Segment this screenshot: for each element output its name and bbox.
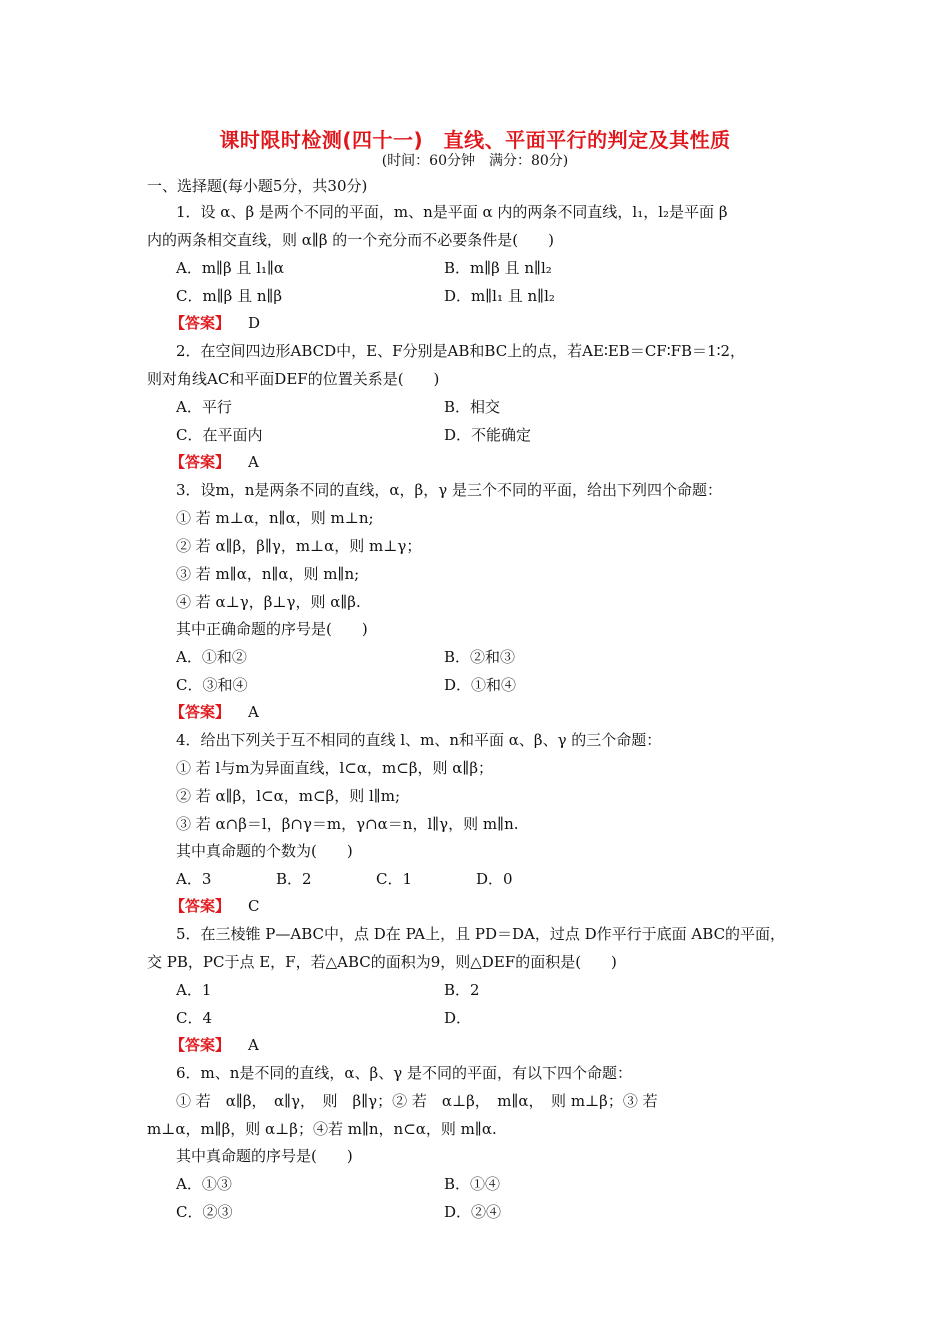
question-6-option-c: C．②③	[176, 1203, 233, 1221]
question-6-stem-1: 6．m、n是不同的直线，α、β、γ 是不同的平面，有以下四个命题：	[176, 1064, 632, 1082]
question-2-option-c: C．在平面内	[176, 426, 263, 444]
question-4-stem-5: 其中真命题的个数为( )	[176, 842, 353, 860]
question-5-option-d: D．	[444, 1009, 472, 1027]
question-1-stem-1: 1．设 α、β 是两个不同的平面，m、n是平面 α 内的两条不同直线，l₁，l₂是平面 β	[176, 203, 728, 221]
question-3-option-c: C．③和④	[176, 676, 248, 694]
question-6-stem-2: ① 若 α∥β， α∥γ， 则 β∥γ；② 若 α⊥β， m∥α， 则 m⊥β；③ 若	[176, 1092, 658, 1110]
question-4-answer	[170, 896, 260, 916]
question-3-stem-1: 3．设m，n是两条不同的直线，α，β，γ 是三个不同的平面，给出下列四个命题：	[176, 481, 722, 499]
question-4-option-b: B．2	[276, 870, 312, 888]
answer-value: A	[248, 453, 259, 471]
question-4-stem-3: ② 若 α∥β，l⊂α，m⊂β，则 l∥m;	[176, 787, 400, 805]
question-4-options	[176, 869, 576, 889]
question-2-option-a: A．平行	[176, 398, 232, 416]
answer-value: D	[248, 314, 261, 332]
question-3-option-b: B．②和③	[444, 648, 516, 666]
question-3-stem-6: 其中正确命题的序号是( )	[176, 620, 368, 638]
question-5-stem-1: 5．在三棱锥 P—ABC中，点 D在 PA上，且 PD＝DA，过点 D作平行于底面 ABC的平面，	[176, 925, 786, 943]
question-2-stem-1: 2．在空间四边形ABCD中，E、F分别是AB和BC上的点，若AE∶EB＝CF∶FB＝1∶2，	[176, 342, 746, 360]
question-2-option-d: D．不能确定	[444, 426, 532, 444]
page-subtitle: (时间：60分钟 满分：80分)	[381, 153, 569, 169]
answer-label: 【答案】	[170, 897, 231, 915]
question-6-stem-3: m⊥α，m∥β，则 α⊥β；④若 m∥n，n⊂α，则 m∥α.	[147, 1120, 497, 1138]
question-2-stem-2: 则对角线AC和平面DEF的位置关系是( )	[147, 370, 440, 388]
question-4-stem-2: ① 若 l与m为异面直线，l⊂α，m⊂β，则 α∥β；	[176, 759, 494, 777]
question-3-stem-5: ④ 若 α⊥γ，β⊥γ，则 α∥β.	[176, 593, 361, 611]
question-3-stem-4: ③ 若 m∥α，n∥α，则 m∥n;	[176, 565, 360, 583]
answer-label: 【答案】	[170, 703, 231, 721]
question-1-stem-2: 内的两条相交直线，则 α∥β 的一个充分而不必要条件是( )	[147, 231, 554, 249]
question-3-stem-2: ① 若 m⊥α，n∥α，则 m⊥n;	[176, 509, 374, 527]
question-3-answer	[170, 702, 259, 722]
question-4-option-a: A．3	[176, 870, 212, 888]
question-5-answer	[170, 1035, 259, 1055]
question-4-option-c: C．1	[376, 870, 413, 888]
question-5-stem-2: 交 PB，PC于点 E，F，若△ABC的面积为9，则△DEF的面积是( )	[147, 953, 617, 971]
question-1-option-a: A．m∥β 且 l₁∥α	[176, 259, 285, 277]
question-1-answer	[170, 313, 260, 333]
question-5-option-a: A．1	[176, 981, 212, 999]
answer-value: A	[248, 703, 259, 721]
page-title: 课时限时检测(四十一) 直线、平面平行的判定及其性质	[219, 128, 731, 152]
question-3-option-a: A．①和②	[176, 648, 247, 666]
question-1-option-b: B．m∥β 且 n∥l₂	[444, 259, 552, 277]
question-4-stem-1: 4．给出下列关于互不相同的直线 l、m、n和平面 α、β、γ 的三个命题：	[176, 731, 662, 749]
question-1-option-c: C．m∥β 且 n∥β	[176, 287, 283, 305]
question-5-option-b: B．2	[444, 981, 480, 999]
answer-value: A	[248, 1036, 259, 1054]
question-6-stem-4: 其中真命题的序号是( )	[176, 1147, 353, 1165]
question-3-stem-3: ② 若 α∥β，β∥γ，m⊥α，则 m⊥γ；	[176, 537, 422, 555]
answer-value: C	[248, 897, 260, 915]
answer-label: 【答案】	[170, 453, 231, 471]
question-4-stem-4: ③ 若 α∩β＝l，β∩γ＝m，γ∩α＝n，l∥γ，则 m∥n.	[176, 815, 519, 833]
answer-label: 【答案】	[170, 314, 231, 332]
question-2-answer	[170, 452, 259, 472]
question-4-option-d: D．0	[476, 870, 513, 888]
answer-label: 【答案】	[170, 1036, 231, 1054]
question-6-option-a: A．①③	[176, 1175, 232, 1193]
question-1-option-d: D．m∥l₁ 且 n∥l₂	[444, 287, 555, 305]
question-2-option-b: B．相交	[444, 398, 501, 416]
question-6-option-b: B．①④	[444, 1175, 501, 1193]
section-heading: 一、选择题(每小题5分，共30分)	[147, 177, 368, 195]
question-3-option-d: D．①和④	[444, 676, 517, 694]
question-5-option-c: C．4	[176, 1009, 213, 1027]
question-6-option-d: D．②④	[444, 1203, 502, 1221]
